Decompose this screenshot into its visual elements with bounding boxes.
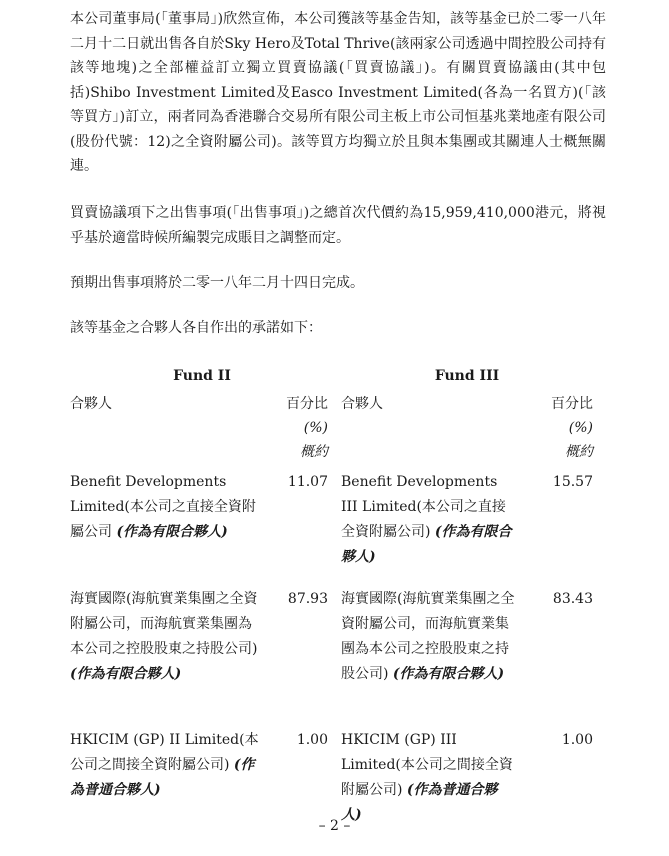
fund-iii-row-2-name — [341, 587, 517, 687]
fund-ii-row-3-name — [70, 728, 262, 803]
fund-ii-row-3-role: (作為普通合夥人) — [70, 757, 255, 798]
fund-ii-row-3-partner: HKICIM (GP) II Limited(本公司之間接全資附屬公司) — [70, 732, 259, 773]
fund-ii-partner-header: 合夥人 — [70, 396, 112, 412]
fund-ii-row-1-pct: 11.07 — [287, 474, 328, 490]
fund-iii-percent-approx: 概約 — [565, 444, 593, 460]
fund-ii-row-1-partner: Benefit Developments Limited(本公司之直接全資附屬公司 — [70, 474, 256, 540]
fund-iii-percent-header — [520, 392, 593, 464]
fund-ii-row-2-role: (作為有限合夥人) — [70, 666, 182, 682]
fund-iii-row-2-partner: 海實國際(海航實業集團之全資附屬公司，而海航實業集團為本公司之控股股東之持股公司) — [341, 591, 515, 682]
fund-iii-row-2-role: (作為有限合夥人) — [392, 666, 505, 682]
fund-iii-row-3-partner: HKICIM (GP) III Limited(本公司之間接全資附屬公司) — [341, 732, 513, 798]
fund-ii-row-2-name — [70, 587, 262, 687]
fund-ii-percent-unit: (%) — [303, 420, 328, 436]
consideration-paragraph: 買賣協議項下之出售事項(「出售事項」)之總首次代價約為15,959,410,000港元，將視乎基於適當時候所編製完成賬目之調整而定。 — [70, 205, 606, 246]
fund-iii-row-3-role: (作為普通合夥人) — [341, 782, 498, 823]
fund-ii-row-1-role: (作為有限合夥人) — [116, 524, 228, 540]
fund-iii-row-1-name — [341, 470, 517, 570]
fund-ii-title: Fund II — [173, 368, 231, 384]
page-number: – 2 – — [318, 818, 351, 834]
fund-iii-row-1-pct: 15.57 — [552, 474, 593, 490]
fund-iii-percent-label: 百分比 — [551, 396, 593, 412]
intro-paragraph: 本公司董事局(「董事局」)欣然宣佈，本公司獲該等基金告知，該等基金已於二零一八年二月十二日就出售各自於Sky Hero及Total Thrive(該兩家公司透過中間控股公司持有該等地塊)之全部權益訂立獨立買賣協議(「買賣協議」)。有關買賣協議由(其中包括)Shibo Investment Limited及Easco Investment Limited(各為一名買方)(「該等買方」)訂立，兩者同為香港聯合交易所有限公司主板上市公司恒基兆業地產有限公司(股份代號：12)之全資附屬公司)。該等買方均獨立於且與本集團或其關連人士概無關連。 — [70, 11, 606, 174]
fund-iii-percent-unit: (%) — [568, 420, 593, 436]
fund-iii-row-2-pct: 83.43 — [552, 591, 593, 607]
fund-ii-row-1-name — [70, 470, 262, 545]
completion-paragraph: 預期出售事項將於二零一八年二月十四日完成。 — [70, 275, 364, 291]
fund-ii-row-3-pct: 1.00 — [296, 732, 328, 748]
commitments-intro-paragraph: 該等基金之合夥人各自作出的承諾如下： — [70, 320, 322, 336]
fund-iii-row-1-role: (作為有限合夥人) — [341, 524, 512, 565]
fund-iii-row-1-partner: Benefit Developments III Limited(本公司之直接全資附屬公司) — [341, 474, 506, 540]
fund-ii-percent-approx: 概約 — [300, 444, 328, 460]
fund-iii-row-3-name — [341, 728, 517, 828]
fund-iii-title: Fund III — [434, 368, 500, 384]
fund-ii-percent-header — [262, 392, 328, 464]
fund-iii-partner-header: 合夥人 — [341, 396, 383, 412]
fund-ii-row-2-partner: 海實國際(海航實業集團之全資附屬公司，而海航實業集團為本公司之控股股東之持股公司) — [70, 591, 258, 657]
fund-iii-row-3-pct: 1.00 — [561, 732, 593, 748]
fund-ii-row-2-pct: 87.93 — [287, 591, 328, 607]
fund-ii-percent-label: 百分比 — [286, 396, 328, 412]
